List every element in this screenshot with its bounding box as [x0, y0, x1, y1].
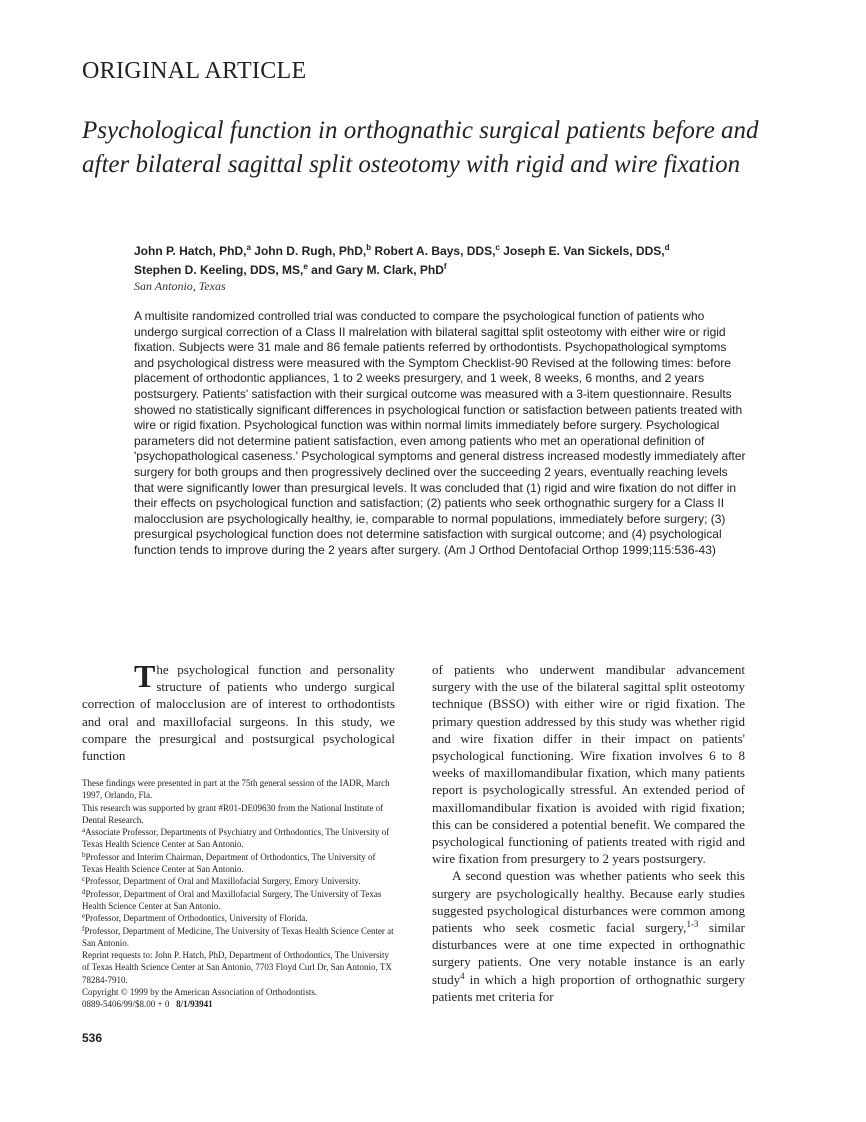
author-list [134, 242, 774, 280]
affiliation-mark: e [303, 262, 308, 271]
author-location: San Antonio, Texas [134, 279, 226, 293]
affiliation-mark: a [246, 243, 251, 252]
affiliation-mark: a [82, 826, 86, 835]
article-title: Psychological function in orthognathic surgical patients before and after bilateral sagittal split osteotomy with rigid and wire fixation [82, 117, 759, 178]
page-number: 536 [82, 1031, 103, 1045]
footnote-affiliation: $^c$Professor, Department of Oral and Maxillofacial Surgery, Emory University. [82, 875, 361, 887]
body-paragraph: of patients who underwent mandibular advancement surgery with the use of the bilateral sagittal split osteotomy technique (BSSO) with either wire or rigid fixation. The primary question addressed by this study was whether rigid and wire fixation differ in their impact on patients' psychological functioning. Wire fixation involves 6 to 8 weeks of maxillomandibular fixation, which many patients report is psychologically stressful. An extended period of maxillomandibular fixation is avoided with rigid fixation; this can be considered a potential benefit. We compared the psychological functioning of patients treated with rigid and wire fixation from presurgery to 2 years postsurgery. [432, 662, 745, 867]
footnote-copyright: Copyright © 1999 by the American Association of Orthodontists. [82, 987, 318, 998]
body-column-left [82, 658, 395, 764]
footnote-affiliation: $^e$Professor, Department of Orthodontics, University of Florida. [82, 912, 308, 924]
affiliation-mark: f [82, 924, 85, 933]
intro-paragraph [82, 658, 395, 764]
footnote-affiliation: $^d$Professor, Department of Oral and Maxillofacial Surgery, The University of Texas Health Science Center at San Antonio. [82, 887, 382, 911]
intro-text: he psychological function and personality structure of patients who undergo surgical correction of malocclusion are of interest to orthodontists and oral and maxillofacial surgeons. In this study, we compare the presurgical and postsurgical psychological function [82, 662, 395, 764]
footnote-affiliation: $^b$Professor and Interim Chairman, Department of Orthodontics, The University of Texas Health Science Center at San Antonio. [82, 850, 376, 875]
author-name: and Gary M. Clark, PhD [311, 263, 444, 277]
affiliation-mark: e [82, 912, 86, 921]
affiliation-mark: f [443, 262, 447, 271]
body-column-right [432, 661, 745, 1005]
abstract: A multisite randomized controlled trial was conducted to compare the psychological function of patients who undergo surgical correction of a Class II malrelation with bilateral sagittal split osteotomy with either wire or rigid fixation. Subjects were 31 male and 86 female patients referred by orthodontists. Psychopathological symptoms and psychological distress were measured with the Symptom Checklist-90 Revised at the following times: before placement of orthodontic appliances, 1 to 2 weeks presurgery, and 1 week, 8 weeks, 6 months, and 2 years postsurgery. Patients' satisfaction with their surgical outcome was measured with a 3-item questionnaire. Results showed no statistically significant differences in psychological function or satisfaction between patients treated with wire or rigid fixation. Psychological function was within normal limits immediately before surgery. Psychological parameters did not determine patient satisfaction, even among patients who met an operational definition of 'psychopathological caseness.' Psychological symptoms and general distress increased modestly immediately after surgery for both groups and then progressively declined over the succeeding 2 years, eventually reaching levels that were significantly lower than presurgical levels. It was concluded that (1) rigid and wire fixation do not differ in their effects on psychological function and satisfaction; (2) patients who seek orthognathic surgery for a Class II malocclusion are psychologically healthy, ie, comparable to normal populations, immediately before surgery; (3) presurgical psychological function does not determine satisfaction with surgical outcome; and (4) psychological function tends to improve during the 2 years after surgery. (Am J Orthod Dentofacial Orthop 1999;115:536-43) [134, 309, 746, 557]
affiliation-mark: c [495, 243, 500, 252]
drop-cap: T [134, 658, 156, 694]
citation-ref: 4 [460, 970, 465, 981]
footnotes [82, 777, 397, 1011]
citation-ref: 1-3 [686, 919, 699, 930]
footnote-reprint: Reprint requests to: John P. Hatch, PhD, Department of Orthodontics, The University of Texas Health Science Center at San Antonio, 7703 Floyd Curl Dr, San Antonio, TX 78284-7910. [82, 950, 392, 985]
affiliation-mark: d [82, 887, 86, 896]
footnote-support: This research was supported by grant #R01-DE09630 from the National Institute of Dental Research. [82, 802, 384, 825]
author-name: Stephen D. Keeling, DDS, MS, [134, 263, 304, 277]
footnote-presented: These findings were presented in part at the 75th general session of the IADR, March 1997, Orlando, Fla. [82, 778, 390, 801]
body-paragraph: A second question was whether patients who seek this surgery are psychologically healthy. Because early studies suggested psychological disturbances were common among patients who seek cosmetic facial surgery,$^{1-3}$ similar disturbances were at one time expected in orthognathic surgery patients. One very notable instance is an early study$^4$ in which a high proportion of orthognathic surgery patients met criteria for [432, 868, 745, 1004]
footnote-affiliation: $^a$Associate Professor, Departments of Psychiatry and Orthodontics, The University of Texas Health Science Center at San Antonio. [82, 826, 390, 850]
author-name: Joseph E. Van Sickels, DDS, [503, 244, 665, 258]
author-name: Robert A. Bays, DDS, [374, 244, 496, 258]
affiliation-mark: d [664, 243, 670, 252]
affiliation-mark: c [82, 875, 86, 884]
footnote-code: 0889-5406/99/$8.00 + 0 8/1/93941 [82, 999, 213, 1010]
affiliation-mark: b [366, 243, 372, 252]
affiliation-mark: b [82, 850, 86, 859]
author-name: John D. Rugh, PhD, [254, 244, 367, 258]
footnote-affiliation: $^f$Professor, Department of Medicine, The University of Texas Health Science Center at San Antonio. [82, 924, 394, 948]
author-name: John P. Hatch, PhD, [134, 244, 247, 258]
section-label: ORIGINAL ARTICLE [82, 58, 307, 84]
